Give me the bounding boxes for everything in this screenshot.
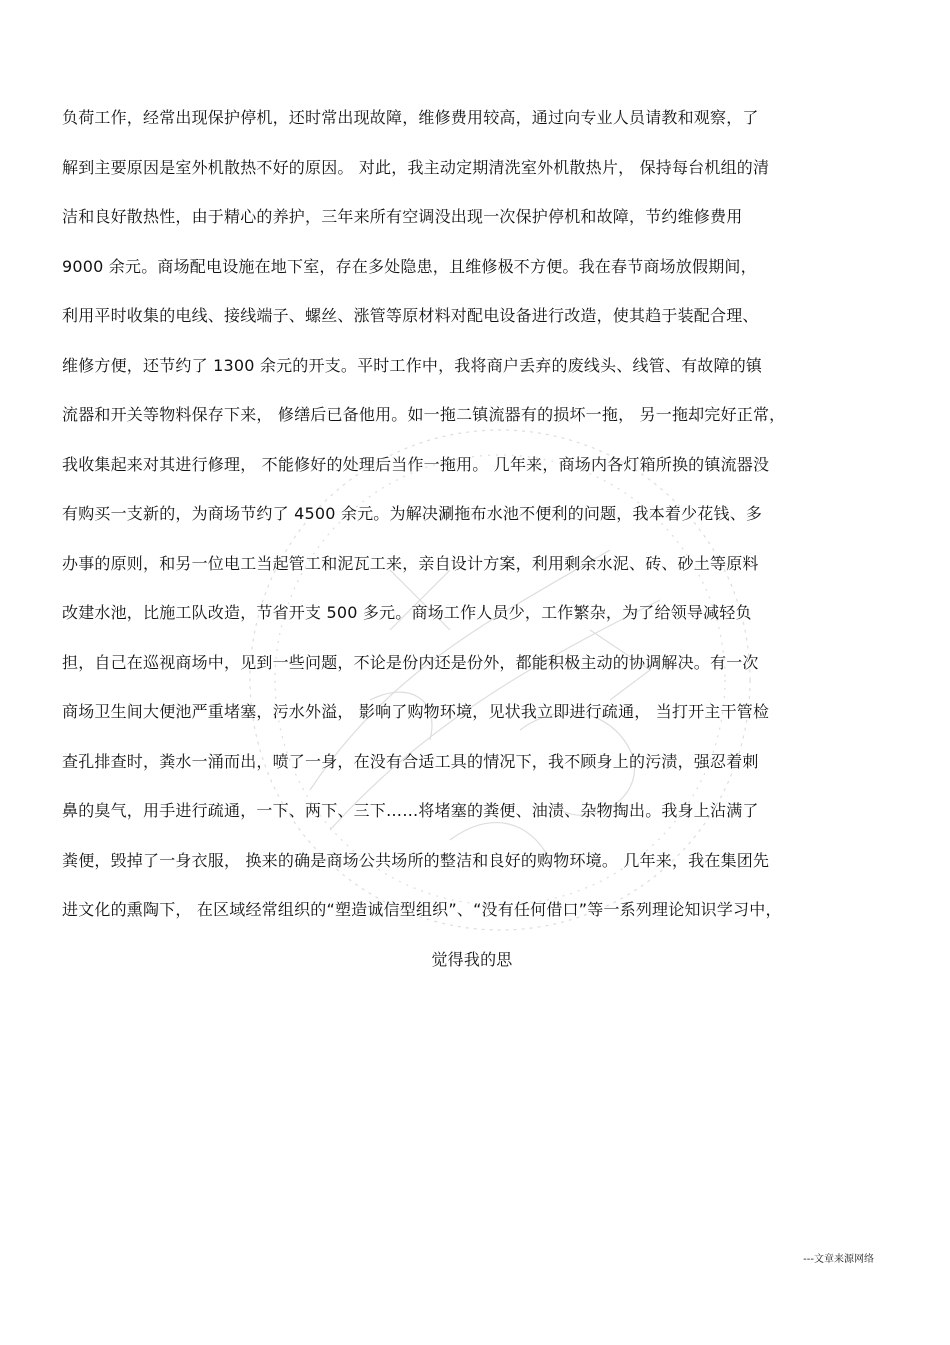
- text-line: 流器和开关等物料保存下来， 修缮后已备他用。如一拖二镇流器有的损坏一拖， 另一拖却完好正常，: [62, 405, 786, 424]
- text-line: 进文化的熏陶下， 在区域经常组织的“塑造诚信型组织”、“没有任何借口”等一系列理论知识学习中，: [62, 900, 782, 919]
- text-line: 商场卫生间大便池严重堵塞，污水外溢， 影响了购物环境，见状我立即进行疏通， 当打开主干管检: [62, 702, 770, 721]
- text-line: 负荷工作，经常出现保护停机，还时常出现故障，维修费用较高，通过向专业人员请教和观察，了: [62, 108, 759, 127]
- text-line: 改建水池，比施工队改造，节省开支 500 多元。商场工作人员少，工作繁杂，为了给领导减轻负: [62, 603, 752, 622]
- body-text: [62, 100, 882, 991]
- text-line: 鼻的臭气，用手进行疏通，一下、两下、三下……将堵塞的粪便、油渍、杂物掏出。我身上沾满了: [62, 801, 759, 820]
- text-line: 办事的原则，和另一位电工当起管工和泥瓦工来，亲自设计方案，利用剩余水泥、砖、砂土等原料: [62, 553, 759, 573]
- text-line: 担，自己在巡视商场中，见到一些问题，不论是份内还是份外，都能积极主动的协调解决。有一次: [62, 652, 759, 672]
- text-line: 洁和良好散热性，由于精心的养护，三年来所有空调没出现一次保护停机和故障，节约维修费用: [62, 207, 743, 226]
- text-line: 有购买一支新的，为商场节约了 4500 余元。为解决涮拖布水池不便利的问题，我本着少花钱、多: [62, 504, 763, 523]
- text-line: 利用平时收集的电线、接线端子、螺丝、涨管等原材料对配电设备进行改造，使其趋于装配合理、: [62, 306, 759, 325]
- text-line: 粪便，毁掉了一身衣服， 换来的确是商场公共场所的整洁和良好的购物环境。 几年来，我在集团先: [62, 850, 770, 870]
- text-line: 维修方便，还节约了 1300 余元的开支。平时工作中，我将商户丢弃的废线头、线管、有故障的镇: [62, 355, 763, 375]
- text-line-last: 觉得我的思: [431, 949, 513, 969]
- text-line: 9000 余元。商场配电设施在地下室，存在多处隐患，且维修极不方便。我在春节商场放假期间，: [62, 256, 757, 276]
- text-line: 查孔排查时，粪水一涌而出，喷了一身，在没有合适工具的情况下，我不顾身上的污渍，强忍着刺: [62, 751, 759, 771]
- source-footer: ---文章来源网络: [803, 1254, 874, 1265]
- text-line: 解到主要原因是室外机散热不好的原因。 对此，我主动定期清洗室外机散热片， 保持每台机组的清: [62, 157, 770, 177]
- text-line: 我收集起来对其进行修理， 不能修好的处理后当作一拖用。 几年来，商场内各灯箱所换的镇流器没: [62, 454, 770, 474]
